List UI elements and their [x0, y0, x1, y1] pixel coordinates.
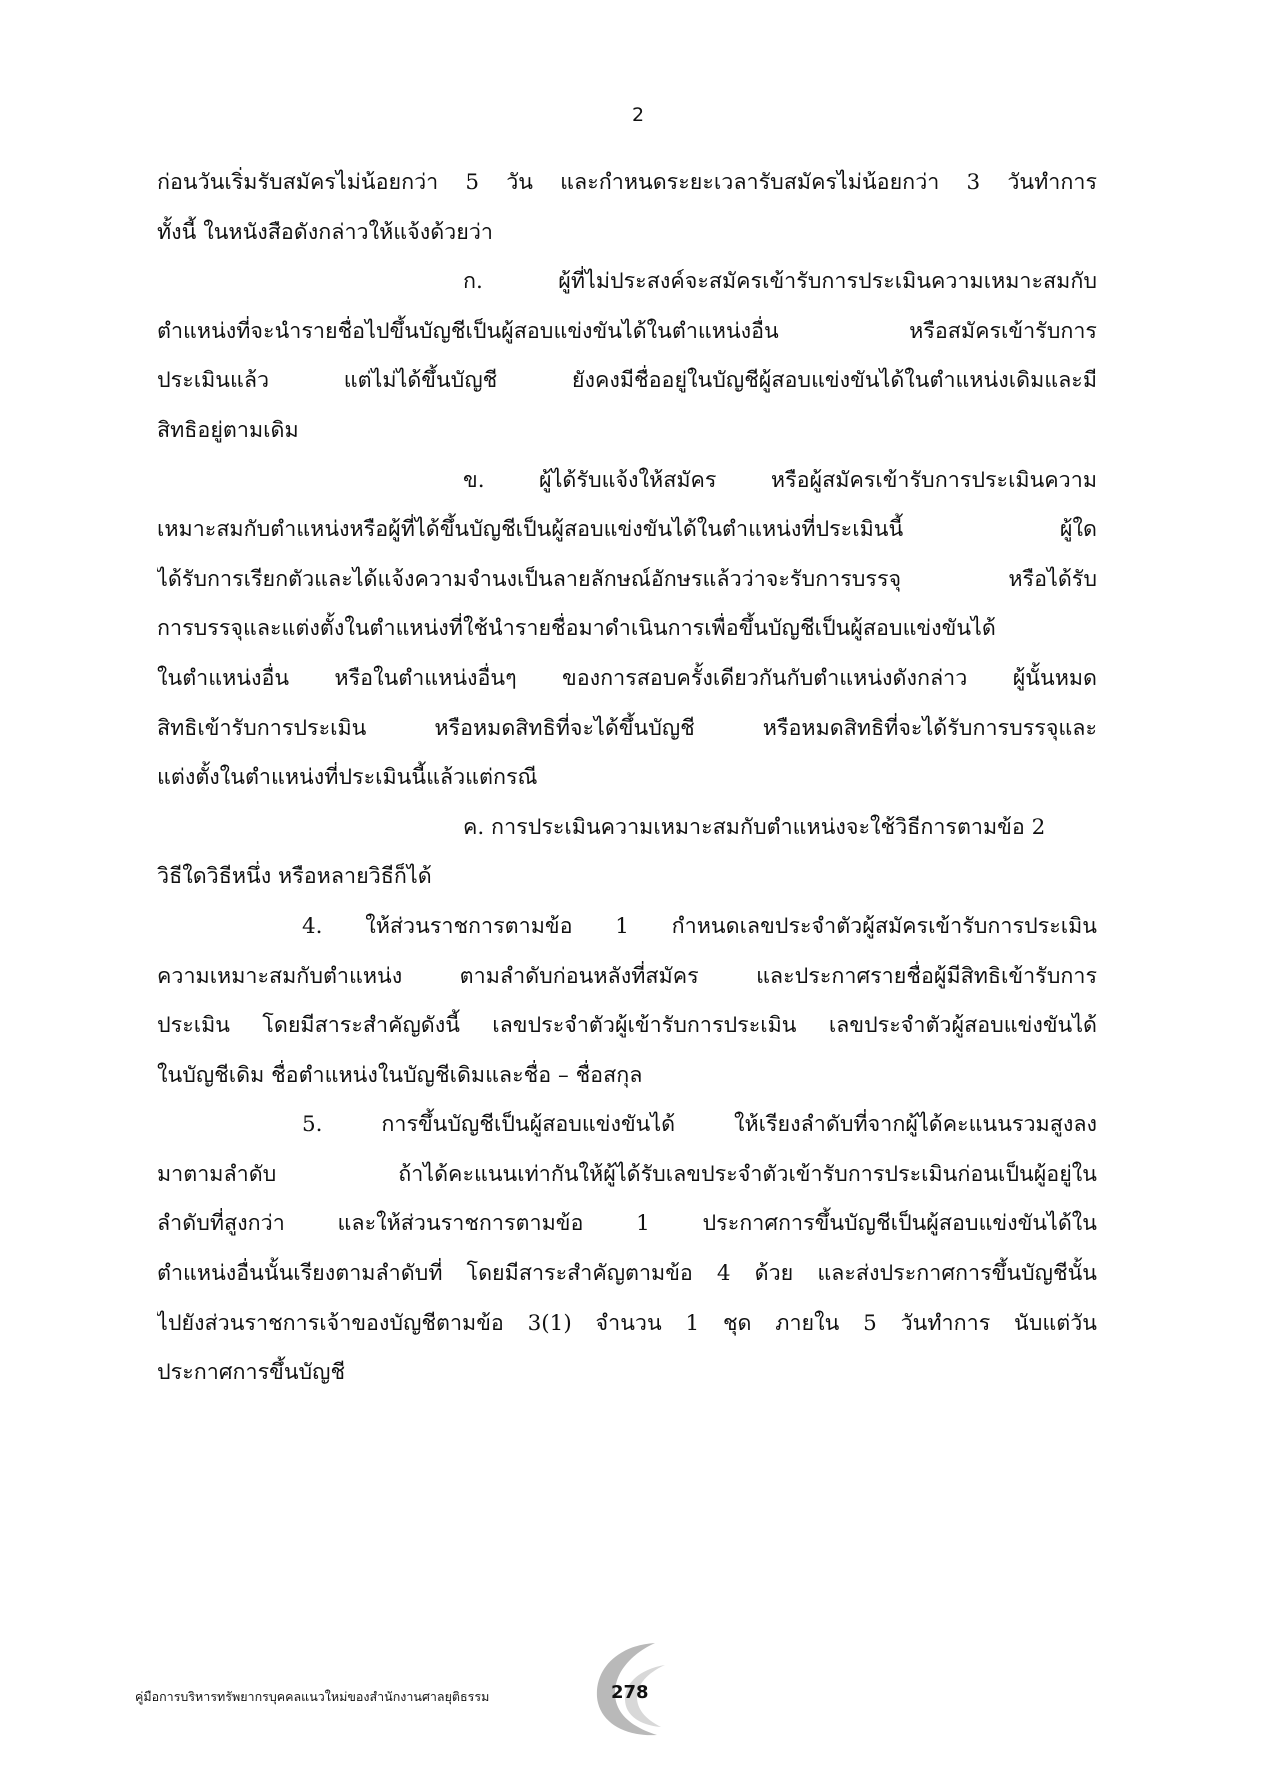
text-line: ค. การประเมินความเหมาะสมกับตำแหน่งจะใช้วิธีการตามข้อ 2: [463, 814, 1046, 840]
text-line: ประเมินแล้ว แต่ไม่ได้ขึ้นบัญชี ยังคงมีชื่ออยู่ในบัญชีผู้สอบแข่งขันได้ในตำแหน่งเดิมและมี: [157, 368, 1097, 394]
document-body: [157, 158, 1097, 1398]
text-line: การบรรจุและแต่งตั้งในตำแหน่งที่ใช้นำรายชื่อมาดำเนินการเพื่อขึ้นบัญชีเป็นผู้สอบแข่งขันได้: [157, 616, 996, 642]
text-line: ในตำแหน่งอื่น หรือในตำแหน่งอื่นๆ ของการสอบครั้งเดียวกันกับตำแหน่งดังกล่าว ผู้นั้นหมด: [157, 665, 1097, 691]
text-line: ไปยังส่วนราชการเจ้าของบัญชีตามข้อ 3(1) จำนวน 1 ชุด ภายใน 5 วันทำการ นับแต่วัน: [157, 1310, 1097, 1336]
text-line: ลำดับที่สูงกว่า และให้ส่วนราชการตามข้อ 1 ประกาศการขึ้นบัญชีเป็นผู้สอบแข่งขันได้ใน: [157, 1211, 1097, 1237]
text-line: ในบัญชีเดิม ชื่อตำแหน่งในบัญชีเดิมและชื่อ – ชื่อสกุล: [157, 1062, 643, 1088]
text-line: ประกาศการขึ้นบัญชี: [157, 1360, 346, 1386]
text-line: ตำแหน่งที่จะนำรายชื่อไปขึ้นบัญชีเป็นผู้สอบแข่งขันได้ในตำแหน่งอื่น หรือสมัครเข้ารับการ: [157, 318, 1097, 344]
page-footer: [135, 1665, 1135, 1735]
text-line: สิทธิอยู่ตามเดิม: [157, 417, 299, 443]
text-line: ข. ผู้ได้รับแจ้งให้สมัคร หรือผู้สมัครเข้ารับการประเมินความ: [463, 467, 1097, 493]
text-line: ทั้งนี้ ในหนังสือดังกล่าวให้แจ้งด้วยว่า: [157, 219, 494, 245]
text-line: ก่อนวันเริ่มรับสมัครไม่น้อยกว่า 5 วัน และกำหนดระยะเวลารับสมัครไม่น้อยกว่า 3 วันทำการ: [157, 170, 1097, 195]
text-line: เหมาะสมกับตำแหน่งหรือผู้ที่ได้ขึ้นบัญชีเป็นผู้สอบแข่งขันได้ในตำแหน่งที่ประเมินนี้ ผู้ใด: [157, 517, 1097, 543]
text-line: วิธีใดวิธีหนึ่ง หรือหลายวิธีก็ได้: [157, 864, 432, 890]
text-line: แต่งตั้งในตำแหน่งที่ประเมินนี้แล้วแต่กรณี: [157, 765, 538, 791]
page-number: 2: [631, 104, 645, 126]
text-line: ประเมิน โดยมีสาระสำคัญดังนี้ เลขประจำตัวผู้เข้ารับการประเมิน เลขประจำตัวผู้สอบแข่งขันได้: [157, 1013, 1097, 1039]
footer-page-number: 278: [611, 1682, 649, 1703]
text-line: ความเหมาะสมกับตำแหน่ง ตามลำดับก่อนหลังที่สมัคร และประกาศรายชื่อผู้มีสิทธิเข้ารับการ: [157, 963, 1097, 989]
text-line: ก. ผู้ที่ไม่ประสงค์จะสมัครเข้ารับการประเมินความเหมาะสมกับ: [463, 269, 1097, 295]
text-line: ได้รับการเรียกตัวและได้แจ้งความจำนงเป็นลายลักษณ์อักษรแล้วว่าจะรับการบรรจุ หรือได้รับ: [157, 566, 1097, 592]
text-line: 5. การขึ้นบัญชีเป็นผู้สอบแข่งขันได้ ให้เรียงลำดับที่จากผู้ได้คะแนนรวมสูงลง: [302, 1112, 1097, 1138]
text-line: สิทธิเข้ารับการประเมิน หรือหมดสิทธิที่จะได้ขึ้นบัญชี หรือหมดสิทธิที่จะได้รับการบรรจุและ: [157, 715, 1097, 741]
text-line: ตำแหน่งอื่นนั้นเรียงตามลำดับที่ โดยมีสาระสำคัญตามข้อ 4 ด้วย และส่งประกาศการขึ้นบัญชีนั้น: [157, 1261, 1097, 1287]
footer-title: คู่มือการบริหารทรัพยากรบุคคลแนวใหม่ของสำนักงานศาลยุติธรรม: [135, 1689, 490, 1704]
text-line: 4. ให้ส่วนราชการตามข้อ 1 กำหนดเลขประจำตัวผู้สมัครเข้ารับการประเมิน: [302, 913, 1097, 939]
text-line: มาตามลำดับ ถ้าได้คะแนนเท่ากันให้ผู้ได้รับเลขประจำตัวเข้ารับการประเมินก่อนเป็นผู้อยู่ใน: [157, 1161, 1097, 1187]
